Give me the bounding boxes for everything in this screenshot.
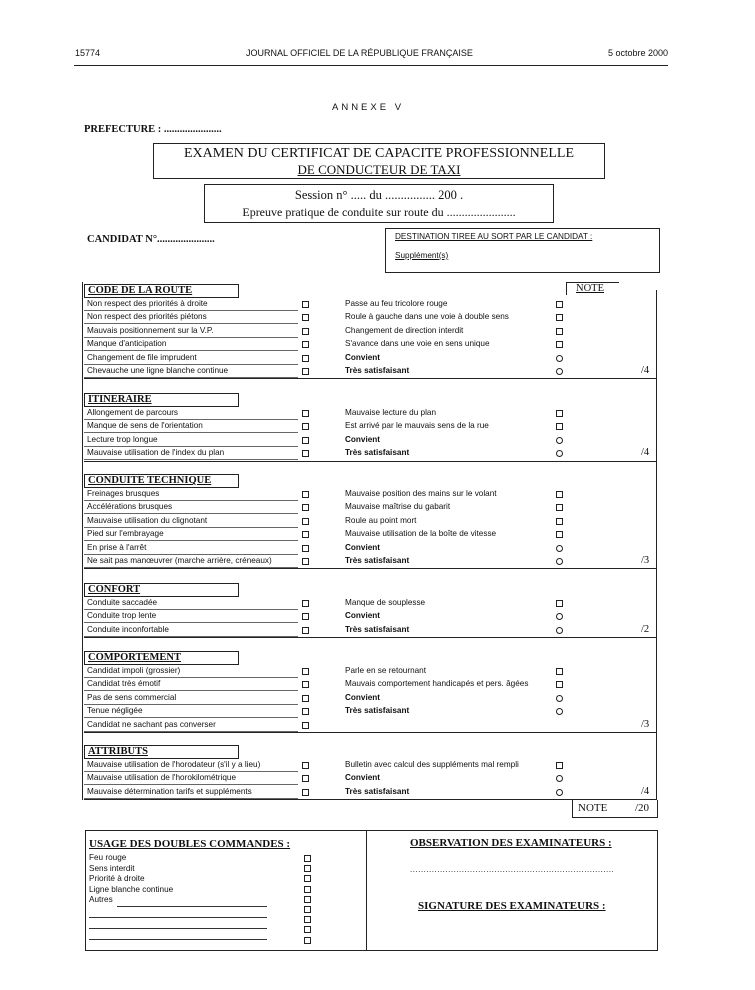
criterion-checkbox[interactable]	[302, 789, 309, 796]
usage-checkbox[interactable]	[304, 937, 311, 944]
annex-title: ANNEXE V	[332, 102, 405, 113]
usage-checkbox[interactable]	[304, 875, 311, 882]
rating-radio[interactable]	[556, 545, 563, 552]
row-rule	[84, 771, 298, 772]
exam-title-line1: EXAMEN DU CERTIFICAT DE CAPACITE PROFESSIONNELLE	[183, 146, 575, 161]
criterion-left-label: Candidat impoli (grossier)	[87, 666, 181, 675]
section-title: ATTRIBUTS	[84, 745, 239, 759]
criterion-checkbox[interactable]	[302, 775, 309, 782]
row-rule	[84, 513, 298, 514]
criterion-checkbox[interactable]	[302, 600, 309, 607]
criterion-right-label: S'avance dans une voie en sens unique	[345, 339, 490, 349]
row-rule	[84, 419, 298, 420]
rating-radio[interactable]	[556, 789, 563, 796]
section-title: CONDUITE TECHNIQUE	[84, 474, 239, 488]
criterion-checkbox[interactable]	[302, 368, 309, 375]
section-bottom-rule	[84, 799, 656, 800]
rating-label: Convient	[345, 692, 381, 702]
exam-title-line2: DE CONDUCTEUR DE TAXI	[297, 162, 461, 177]
row-rule	[84, 717, 298, 718]
section-title: ITINERAIRE	[84, 393, 239, 407]
criterion-right-label: Changement de direction interdit	[345, 325, 464, 335]
row-rule	[84, 337, 298, 338]
rating-label: Très satisfaisant	[345, 706, 410, 716]
section-title: CODE DE LA ROUTE	[84, 284, 239, 298]
epreuve-line: Epreuve pratique de conduite sur route du .......................	[242, 205, 516, 219]
rating-radio[interactable]	[556, 695, 563, 702]
rating-label: Convient	[345, 352, 381, 362]
signature-title: SIGNATURE DES EXAMINATEURS :	[418, 900, 606, 912]
section-score: /4	[641, 365, 650, 376]
criterion-left-label: Non respect des priorités à droite	[87, 299, 208, 308]
page-number: 15774	[75, 48, 101, 58]
section-score: /4	[641, 785, 650, 797]
criterion-checkbox[interactable]	[302, 545, 309, 552]
autres-write-in-line[interactable]	[89, 917, 267, 918]
rating-radio[interactable]	[556, 627, 563, 634]
criterion-checkbox[interactable]	[302, 504, 309, 511]
autres-write-in-line[interactable]	[89, 939, 267, 940]
section-bottom-rule	[84, 568, 656, 569]
criterion-checkbox[interactable]	[302, 423, 309, 430]
criterion-left-label: En prise à l'arrêt	[87, 542, 147, 552]
criterion-checkbox[interactable]	[302, 668, 309, 675]
criterion-left-label: Ne sait pas manœuvrer (marche arrière, créneaux)	[87, 556, 272, 565]
rating-radio[interactable]	[556, 368, 563, 375]
criterion-checkbox[interactable]	[556, 531, 563, 538]
destination-label: DESTINATION TIREE AU SORT PAR LE CANDIDAT :	[395, 232, 593, 241]
criterion-checkbox[interactable]	[556, 328, 563, 335]
usage-checkbox[interactable]	[304, 855, 311, 862]
criterion-checkbox[interactable]	[302, 531, 309, 538]
criterion-checkbox[interactable]	[302, 558, 309, 565]
session-box	[204, 184, 554, 223]
row-rule	[84, 609, 298, 610]
criterion-checkbox[interactable]	[556, 504, 563, 511]
header-rule	[74, 65, 668, 66]
row-rule	[84, 784, 298, 785]
rating-label: Convient	[345, 434, 381, 444]
criterion-checkbox[interactable]	[556, 423, 563, 430]
usage-checkbox[interactable]	[304, 886, 311, 893]
section-bottom-rule	[84, 637, 656, 638]
criterion-checkbox[interactable]	[556, 518, 563, 525]
section-score: /2	[641, 623, 650, 635]
row-rule	[84, 527, 298, 528]
criterion-checkbox[interactable]	[302, 762, 309, 769]
criterion-left-label: Mauvaise utilisation du clignotant	[87, 515, 208, 525]
criterion-checkbox[interactable]	[302, 518, 309, 525]
session-line: Session n° ..... du ................ 200 .	[294, 188, 464, 202]
usage-item-label: Autres	[89, 895, 113, 904]
criterion-left-label: Tenue négligée	[87, 706, 143, 716]
criterion-left-label: Allongement de parcours	[87, 408, 179, 417]
row-rule	[84, 500, 298, 501]
row-rule	[84, 350, 298, 351]
criterion-checkbox[interactable]	[302, 410, 309, 417]
criterion-right-label: Bulletin avec calcul des suppléments mal rempli	[345, 760, 519, 769]
section-bottom-rule	[84, 378, 656, 379]
section-bottom-rule	[84, 461, 656, 462]
criterion-left-label: Pas de sens commercial	[87, 692, 177, 702]
section-bottom-rule	[84, 732, 656, 733]
criterion-left-label: Chevauche une ligne blanche continue	[87, 366, 229, 375]
criterion-checkbox[interactable]	[302, 491, 309, 498]
row-rule	[84, 364, 298, 365]
criterion-checkbox[interactable]	[302, 722, 309, 729]
row-rule	[84, 622, 298, 623]
criterion-left-label: Mauvaise détermination tarifs et suppléments	[87, 786, 252, 796]
journal-date: 5 octobre 2000	[608, 48, 669, 58]
criterion-left-label: Candidat ne sachant pas converser	[87, 719, 216, 729]
bottom-divider	[366, 831, 367, 950]
section-score: /4	[641, 447, 650, 459]
autres-write-in-line[interactable]	[117, 906, 267, 907]
rating-label: Convient	[345, 611, 381, 621]
criterion-checkbox[interactable]	[302, 695, 309, 702]
rating-label: Convient	[345, 542, 381, 552]
usage-checkbox[interactable]	[304, 926, 311, 933]
criterion-checkbox[interactable]	[302, 437, 309, 444]
rating-radio[interactable]	[556, 355, 563, 362]
rating-label: Très satisfaisant	[345, 448, 410, 458]
criterion-right-label: Mauvais comportement handicapés et pers. âgées	[345, 679, 529, 689]
criterion-right-label: Roule au point mort	[345, 515, 417, 525]
prefecture-label: PREFECTURE : ......................	[84, 124, 222, 135]
rating-label: Très satisfaisant	[345, 556, 410, 565]
criterion-left-label: Candidat très émotif	[87, 679, 161, 689]
row-rule	[84, 446, 298, 447]
section-score: /3	[641, 555, 650, 566]
usage-checkbox[interactable]	[304, 906, 311, 913]
row-rule	[84, 554, 298, 555]
criterion-checkbox[interactable]	[302, 301, 309, 308]
destination-box	[385, 228, 660, 273]
criterion-left-label: Pied sur l'embrayage	[87, 529, 164, 539]
criterion-checkbox[interactable]	[302, 708, 309, 715]
criterion-checkbox[interactable]	[556, 410, 563, 417]
criterion-checkbox[interactable]	[556, 341, 563, 348]
criterion-left-label: Manque de sens de l'orientation	[87, 421, 203, 431]
criterion-checkbox[interactable]	[302, 355, 309, 362]
criterion-left-label: Mauvaise utilisation de l'horokilométrique	[87, 773, 237, 783]
row-rule	[84, 704, 298, 705]
rating-radio[interactable]	[556, 437, 563, 444]
rating-label: Très satisfaisant	[345, 786, 410, 796]
criterion-checkbox[interactable]	[302, 450, 309, 457]
usage-checkbox[interactable]	[304, 865, 311, 872]
usage-item-label: Feu rouge	[89, 853, 127, 862]
row-rule	[84, 323, 298, 324]
usage-title: USAGE DES DOUBLES COMMANDES :	[89, 838, 291, 850]
criterion-left-label: Changement de file imprudent	[87, 352, 197, 362]
criterion-left-label: Mauvais positionnement sur la V.P.	[87, 325, 214, 335]
section-title: CONFORT	[84, 583, 239, 597]
supplement-label: Supplément(s)	[395, 251, 449, 260]
criterion-left-label: Freinages brusques	[87, 489, 160, 498]
exam-title-box	[153, 143, 605, 179]
total-note-value: /20	[635, 802, 650, 814]
usage-item-label: Ligne blanche continue	[89, 884, 174, 894]
total-note-label: NOTE	[578, 802, 608, 814]
section-title: COMPORTEMENT	[84, 651, 239, 665]
criterion-left-label: Conduite saccadée	[87, 598, 158, 607]
total-note-box	[572, 800, 658, 818]
rating-radio[interactable]	[556, 558, 563, 565]
row-rule	[84, 432, 298, 433]
criterion-checkbox[interactable]	[302, 328, 309, 335]
row-rule	[84, 310, 298, 311]
criterion-right-label: Parle en se retournant	[345, 666, 427, 675]
row-rule	[84, 677, 298, 678]
criterion-checkbox[interactable]	[302, 613, 309, 620]
criterion-right-label: Est arrivé par le mauvais sens de la rue	[345, 421, 489, 431]
rating-label: Convient	[345, 773, 381, 783]
criterion-right-label: Mauvaise lecture du plan	[345, 408, 437, 417]
criterion-left-label: Conduite inconfortable	[87, 624, 169, 634]
criterion-checkbox[interactable]	[302, 341, 309, 348]
usage-checkbox[interactable]	[304, 916, 311, 923]
criterion-checkbox[interactable]	[556, 762, 563, 769]
criterion-right-label: Mauvaise maîtrise du gabarit	[345, 502, 451, 512]
criterion-checkbox[interactable]	[556, 681, 563, 688]
autres-write-in-line[interactable]	[89, 928, 267, 929]
journal-title: JOURNAL OFFICIEL DE LA RÉPUBLIQUE FRANÇAISE	[246, 48, 473, 58]
criterion-checkbox[interactable]	[556, 301, 563, 308]
row-rule	[84, 540, 298, 541]
note-heading: NOTE	[576, 283, 604, 294]
rating-label: Très satisfaisant	[345, 366, 410, 375]
criterion-checkbox[interactable]	[302, 314, 309, 321]
criterion-checkbox[interactable]	[556, 600, 563, 607]
criterion-right-label: Roule à gauche dans une voie à double sens	[345, 312, 509, 322]
criterion-left-label: Accélérations brusques	[87, 502, 173, 512]
criterion-right-label: Passe au feu tricolore rouge	[345, 299, 448, 308]
row-rule	[84, 690, 298, 691]
criterion-right-label: Mauvaise position des mains sur le volant	[345, 489, 497, 498]
criterion-left-label: Manque d'anticipation	[87, 339, 167, 349]
criterion-left-label: Non respect des priorités piétons	[87, 312, 207, 322]
rating-label: Très satisfaisant	[345, 624, 410, 634]
criterion-checkbox[interactable]	[556, 314, 563, 321]
section-score: /3	[641, 718, 650, 730]
observation-dots: ...........................................................................	[410, 865, 615, 874]
usage-item-label: Priorité à droite	[89, 874, 145, 883]
criterion-right-label: Mauvaise utilisation de la boîte de vitesse	[345, 529, 497, 539]
observation-title: OBSERVATION DES EXAMINATEURS :	[410, 837, 612, 849]
criterion-left-label: Lecture trop longue	[87, 434, 158, 444]
criterion-checkbox[interactable]	[302, 681, 309, 688]
candidat-label: CANDIDAT N°......................	[87, 234, 215, 245]
criterion-right-label: Manque de souplesse	[345, 598, 426, 607]
criterion-checkbox[interactable]	[302, 627, 309, 634]
criterion-left-label: Conduite trop lente	[87, 611, 157, 621]
usage-item-label: Sens interdit	[89, 863, 135, 873]
criterion-left-label: Mauvaise utilisation de l'index du plan	[87, 448, 225, 458]
criterion-checkbox[interactable]	[556, 668, 563, 675]
criterion-checkbox[interactable]	[556, 491, 563, 498]
usage-checkbox[interactable]	[304, 896, 311, 903]
criterion-left-label: Mauvaise utilisation de l'horodateur (s'il y a lieu)	[87, 760, 261, 769]
grid-right-border	[656, 290, 657, 800]
